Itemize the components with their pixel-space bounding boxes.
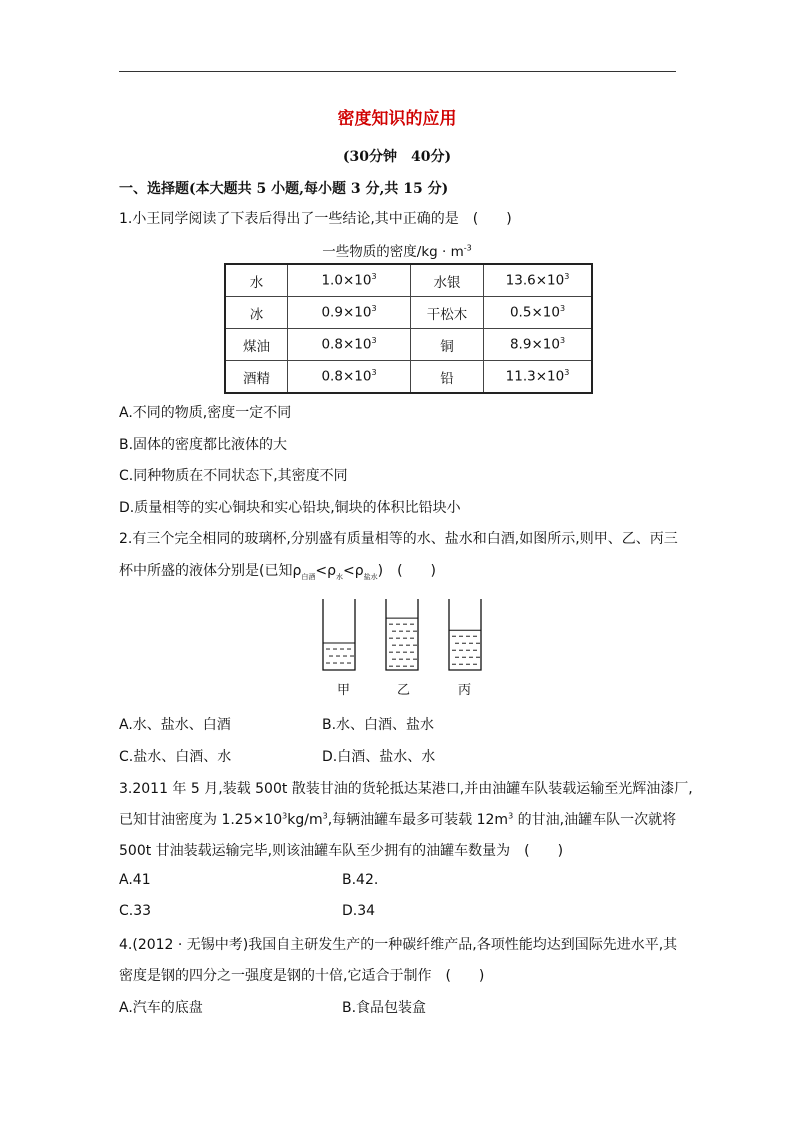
q3-exp: 3	[282, 811, 288, 821]
beaker-label-yi: 乙	[397, 683, 411, 698]
cell-exp: 3	[559, 336, 566, 346]
table-cell	[484, 361, 593, 394]
q3-text: ,每辆油罐车最多可装载 12m	[327, 812, 509, 828]
beaker-yi	[386, 599, 418, 670]
q1-caption-text: 一些物质的密度/kg · m	[322, 244, 464, 260]
q3-option-a: A.41	[119, 872, 151, 888]
q4-option-a: A.汽车的底盘	[119, 1000, 203, 1016]
q2-stem-text: 杯中所盛的液体分别是(已知ρ	[119, 563, 302, 579]
q2-stem-end: ) ( )	[377, 563, 436, 579]
q3-line3: 500t 甘油装载运输完毕,则该油罐车队至少拥有的油罐车数量为 ( )	[119, 843, 564, 859]
q3-option-c: C.33	[119, 903, 152, 919]
q4-line2: 密度是钢的四分之一强度是钢的十倍,它适合于制作 ( )	[119, 968, 485, 984]
table-cell	[484, 264, 593, 297]
cell-exp: 3	[371, 336, 377, 346]
cell-value: 0.8×10	[321, 368, 372, 385]
q2-stem-line1: 2.有三个完全相同的玻璃杯,分别盛有质量相等的水、盐水和白酒,如图所示,则甲、乙、丙三	[119, 531, 678, 547]
cell-exp: 3	[564, 368, 570, 378]
cell-value: 0.8×10	[321, 336, 372, 353]
q3-line1: 3.2011 年 5 月,装载 500t 散装甘油的货轮抵达某港口,并由油罐车队装载运输至光辉油漆厂,	[119, 781, 693, 797]
cell-exp: 3	[371, 368, 377, 378]
table-row	[225, 297, 592, 329]
table-cell	[484, 329, 593, 361]
density-table	[224, 263, 593, 394]
beaker-figure	[318, 597, 488, 672]
beaker-label-jia: 甲	[337, 683, 351, 698]
cell-value: 0.5×10	[509, 304, 560, 321]
q1-caption-exp: -3	[463, 243, 472, 253]
beaker-jia	[323, 599, 355, 670]
q3-exp: 3	[508, 811, 514, 821]
q2-option-a: A.水、盐水、白酒	[119, 717, 231, 733]
q1-stem: 1.小王同学阅读了下表后得出了一些结论,其中正确的是 ( )	[119, 211, 512, 227]
q1-option-a: A.不同的物质,密度一定不同	[119, 405, 292, 421]
q3-option-d: D.34	[342, 903, 376, 919]
q2-sub-water: 水	[335, 572, 343, 581]
q3-text: 已知甘油密度为 1.25×10	[119, 812, 283, 828]
table-row	[225, 264, 592, 297]
cell-exp: 3	[564, 272, 570, 282]
table-cell	[484, 297, 593, 329]
q2-lt-sign: <ρ	[342, 563, 364, 579]
header-rule	[119, 71, 676, 72]
cell-value: 1.0×10	[321, 272, 372, 289]
table-cell	[288, 361, 411, 394]
beaker-label-bing: 丙	[458, 683, 472, 698]
section-heading: 一、选择题(本大题共 5 小题,每小题 3 分,共 15 分)	[119, 181, 449, 197]
q3-exp: 3	[322, 811, 328, 821]
cell-value: 11.3×10	[505, 368, 565, 385]
q1-option-d: D.质量相等的实心铜块和实心铅块,铜块的体积比铅块小	[119, 500, 461, 516]
table-cell	[288, 297, 411, 329]
table-cell: 水	[225, 264, 288, 297]
q2-sub-brine: 盐水	[363, 572, 378, 581]
table-cell	[288, 329, 411, 361]
cell-exp: 3	[371, 304, 377, 314]
page-subtitle: (30分钟 40分)	[342, 149, 452, 165]
q2-option-c: C.盐水、白酒、水	[119, 749, 232, 765]
q3-line2	[119, 809, 676, 829]
q3-text: 的甘油,油罐车队一次就将	[513, 812, 677, 828]
q2-option-d: D.白酒、盐水、水	[322, 749, 436, 765]
beaker-bing	[449, 599, 481, 670]
q2-option-b: B.水、白酒、盐水	[322, 717, 435, 733]
table-cell: 铜	[411, 329, 484, 361]
table-cell: 铅	[411, 361, 484, 394]
table-cell: 水银	[411, 264, 484, 297]
beaker-glass	[449, 599, 481, 670]
cell-value: 0.9×10	[321, 304, 372, 321]
cell-value: 8.9×10	[509, 336, 560, 353]
table-row	[225, 361, 592, 394]
q2-lt-sign: <ρ	[315, 563, 336, 579]
q1-option-c: C.同种物质在不同状态下,其密度不同	[119, 468, 348, 484]
q1-option-b: B.固体的密度都比液体的大	[119, 437, 288, 453]
q2-stem-line2	[119, 560, 436, 582]
table-cell: 冰	[225, 297, 288, 329]
cell-value: 13.6×10	[505, 272, 565, 289]
table-cell: 干松木	[411, 297, 484, 329]
q4-option-b: B.食品包装盒	[342, 1000, 427, 1016]
q3-text: kg/m	[287, 812, 323, 828]
q2-sub-liquor: 白酒	[301, 572, 316, 581]
table-cell: 煤油	[225, 329, 288, 361]
beaker-glass	[323, 599, 355, 670]
q4-line1: 4.(2012 · 无锡中考)我国自主研发生产的一种碳纤维产品,各项性能均达到国际先进水平,其	[119, 937, 678, 953]
table-cell: 酒精	[225, 361, 288, 394]
table-cell	[288, 264, 411, 297]
table-row	[225, 329, 592, 361]
cell-exp: 3	[559, 304, 566, 314]
q1-table-caption	[0, 240, 794, 260]
q3-option-b: B.42.	[342, 872, 379, 888]
cell-exp: 3	[371, 272, 377, 282]
page-title: 密度知识的应用	[337, 109, 457, 129]
